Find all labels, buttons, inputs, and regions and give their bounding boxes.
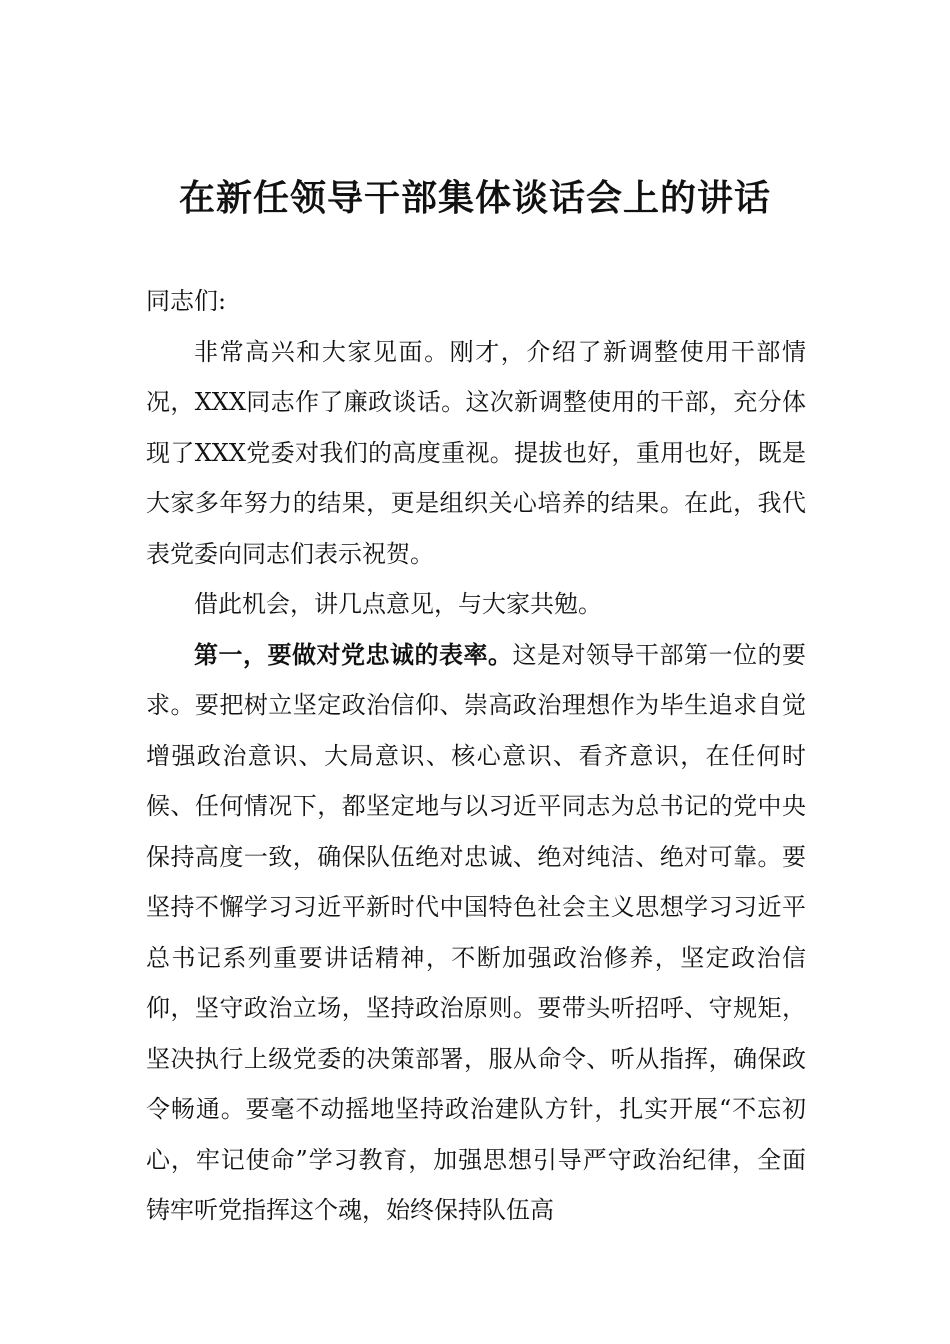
section-1-heading: 第一，要做对党忠诚的表率。 (194, 639, 513, 669)
document-title: 在新任领导干部集体谈话会上的讲话 (178, 177, 771, 219)
salutation: 同志们: (146, 287, 227, 315)
section-1-text: 这是对领导干部第一位的要求。要把树立坚定政治信仰、崇高政治理想作为毕生追求自觉增强政治意识、大局意识、核心意识、看齐意识，在任何时候、任何情况下，都坚定地与以习近平同志为总书记的党中央保持高度一致，确保队伍绝对忠诚、绝对纯洁、绝对可靠。要坚持不懈学习习近平新时代中国特色社会主义思想学习习近平总书记系列重要讲话精神，不断加强政治修养，坚定政治信仰，坚守政治立场，坚持政治原则。要带头听招呼、守规矩，坚决执行上级党委的决策部署，服从命令、听从指挥，确保政令畅通。要毫不动摇地坚持政治建队方针，扎实开展“不忘初心，牢记使命”学习教育，加强思想引导严守政治纪律，全面铸牢听党指挥这个魂，始终保持队伍高 (146, 640, 806, 1224)
section-1-paragraph (146, 630, 806, 1236)
document-body (146, 276, 806, 1236)
paragraph-intro: 非常高兴和大家见面。刚才，介绍了新调整使用干部情况，XXX同志作了廉政谈话。这次新调整使用的干部，充分体现了XXX党委对我们的高度重视。提拔也好，重用也好，既是大家多年努力的结果，更是组织关心培养的结果。在此，我代表党委向同志们表示祝贺。 (146, 337, 806, 568)
paragraph-transition: 借此机会，讲几点意见，与大家共勉。 (194, 590, 602, 618)
